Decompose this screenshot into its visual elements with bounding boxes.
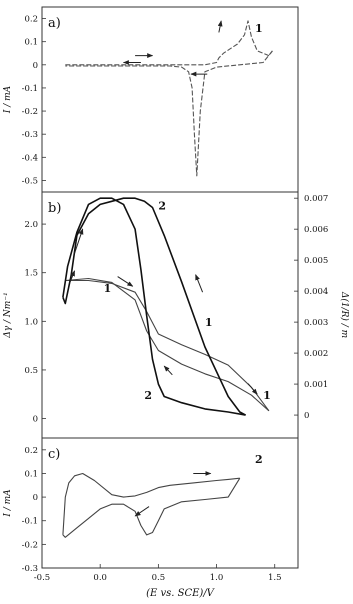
- curve-label: 1: [254, 22, 263, 35]
- x-axis-label: (E vs. SCE)/V: [146, 588, 214, 599]
- y-tick-label: 1.5: [24, 268, 38, 279]
- y-axis-label: Δγ / Nm⁻¹: [3, 292, 13, 338]
- panel-a: [3, 7, 298, 192]
- x-tick-label: 1.5: [267, 573, 282, 583]
- y-tick-label: 0.1: [24, 469, 38, 480]
- y-tick-label: 1.0: [24, 317, 38, 328]
- panel-c: [3, 438, 298, 574]
- y2-axis-label: Δ(1/R) / m: [339, 291, 349, 339]
- x-tick-label: 0.5: [151, 573, 166, 583]
- x-tick-label: -0.5: [33, 573, 51, 583]
- series-line: [65, 281, 269, 411]
- curve-label: 1: [103, 282, 112, 296]
- y-tick-label: 0.1: [24, 37, 38, 48]
- y2-tick-label: 0.006: [304, 225, 329, 236]
- direction-arrow: [135, 507, 149, 516]
- y-tick-label: -0.1: [21, 83, 38, 94]
- y2-tick-label: 0.003: [304, 318, 329, 329]
- series-line: [63, 478, 240, 537]
- y-tick-label: 0.2: [24, 445, 38, 456]
- x-tick-label: 1.0: [209, 573, 224, 583]
- series-line: [63, 198, 246, 415]
- shared-x-axis: [34, 564, 282, 583]
- curve-label: 2: [144, 389, 153, 403]
- y-tick-label: 0.5: [24, 365, 38, 376]
- y-tick-label: 0: [32, 60, 38, 71]
- y2-tick-label: 0.004: [304, 287, 329, 298]
- direction-arrow: [248, 384, 257, 395]
- y-tick-label: -0.3: [21, 130, 38, 141]
- direction-arrow: [219, 21, 221, 33]
- y-tick-label: -0.2: [21, 540, 38, 551]
- y-tick-label: 2.0: [24, 220, 38, 231]
- panel-label: c): [48, 447, 61, 462]
- curve-label: 2: [254, 453, 263, 466]
- curve-label: 1: [204, 316, 213, 330]
- y2-tick-label: 0: [304, 411, 310, 422]
- y-axis-label: I / mA: [3, 85, 13, 114]
- series-line: [65, 21, 272, 65]
- y-tick-label: 0: [32, 414, 38, 425]
- y-tick-label: 0: [32, 493, 38, 504]
- panel-b: [3, 192, 350, 438]
- series-line: [63, 474, 240, 535]
- y2-tick-label: 0.001: [304, 380, 329, 391]
- y-tick-label: -0.2: [21, 107, 38, 118]
- y-tick-label: -0.4: [21, 153, 38, 164]
- y2-tick-label: 0.005: [304, 256, 329, 267]
- y2-tick-label: 0.007: [304, 194, 329, 205]
- curve-label: 2: [158, 199, 167, 213]
- direction-arrow: [164, 366, 172, 375]
- series-line: [65, 51, 272, 176]
- y-tick-label: -0.5: [21, 176, 38, 187]
- y-tick-label: -0.1: [21, 516, 38, 527]
- series-line: [65, 279, 269, 411]
- panel-label: b): [48, 201, 62, 216]
- y-tick-label: 0.2: [24, 14, 38, 25]
- y2-tick-label: 0.002: [304, 349, 329, 360]
- x-tick-label: 0.0: [93, 573, 107, 583]
- y-axis-label: I / mA: [3, 489, 13, 517]
- direction-arrow: [196, 275, 203, 293]
- y-tick-label: -0.3: [21, 564, 38, 574]
- direction-arrow: [118, 277, 133, 287]
- series-line: [63, 198, 246, 415]
- panel-label: a): [48, 16, 61, 31]
- curve-label: 1: [263, 389, 271, 403]
